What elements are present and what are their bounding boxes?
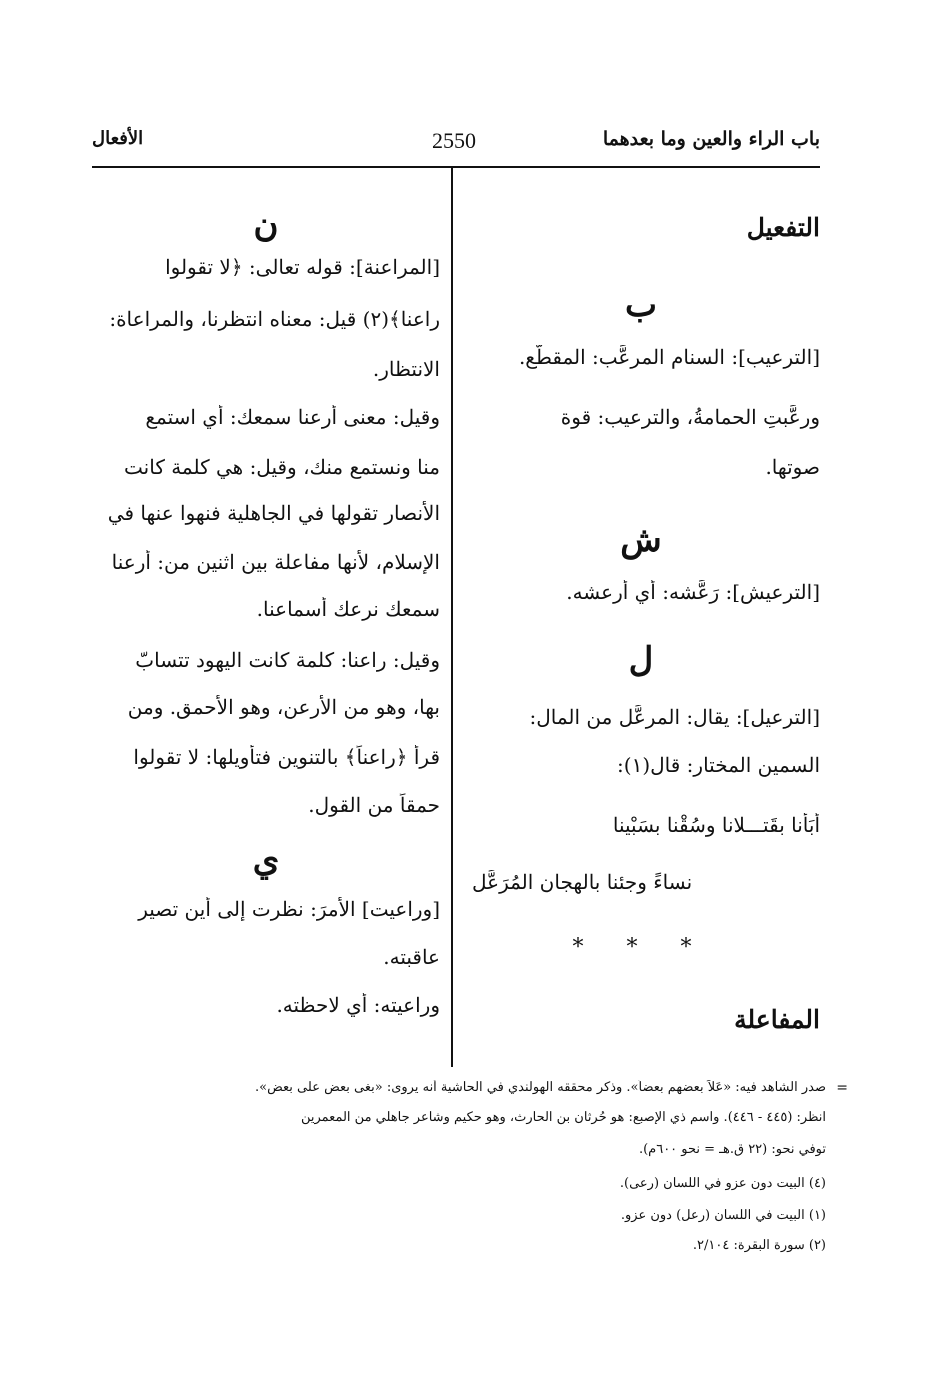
entry-tarib-line1: [الترعيب]: السنام المرعَّب: المقطَّع. (518, 345, 820, 369)
column-divider (451, 167, 453, 1067)
letter-b: ب (624, 285, 657, 325)
entry-line: الإسلام، لأنها مفاعلة بين اثنين من: أرعنا (111, 550, 440, 574)
entry-taril-line1: [الترعيل]: يقال: المرعَّل من المال: (529, 705, 820, 729)
entry-line: [المراعنة]: قوله تعالى: ﴿لا تقولوا (165, 255, 440, 279)
entry-tarib-line2: ورعَّبتِ الحمامةُ، والترعيب: قوة (560, 405, 820, 429)
footnote-line: انظر: (٤٤٥ - ٤٤٦). واسم ذي الإصبع: هو حُرثان بن الحارث، وهو حكيم وشاعر جاهلي من المعمرين (300, 1110, 826, 1125)
entry-line: وقيل: معنى أرعنا سمعك: أي استمع (145, 405, 440, 429)
footnote-line: (٢) سورة البقرة: ٢/١٠٤. (692, 1238, 826, 1253)
page-header (92, 128, 820, 164)
footnote-line: توفي نحو: (٢٢ ق.هـ = نحو ٦٠٠م). (638, 1142, 826, 1157)
letter-n: ن (253, 205, 279, 245)
entry-line: وراعيته: أي لاحظته. (276, 993, 440, 1017)
entry-line: قرأ ﴿راعناً﴾ بالتنوين فتأويلها: لا تقولوا (133, 745, 440, 769)
footnote-line: (١) البيت في اللسان (رعل) دون عزو. (620, 1208, 826, 1223)
chapter-title: باب الراء والعين وما بعدهما (602, 128, 820, 150)
entry-line: حمقاً من القول. (308, 793, 440, 817)
entry-taraish: [الترعيش]: رَعَّشه: أي أرعشه. (566, 580, 820, 604)
footnote-line: صدر الشاهد فيه: «عَلاً بعضهم بعضاً». وذكر محققه الهولندي في الحاشية أنه يروى: «بغى بعض على بعض». (255, 1080, 826, 1095)
title-tafeel: التفعيل (746, 213, 820, 242)
entry-line: الأنصار تقولها في الجاهلية فنهوا عنها في (107, 501, 440, 525)
entry-line: بها، وهو من الأرعن، وهو الأحمق. ومن (127, 695, 440, 719)
letter-l: ل (628, 640, 654, 680)
entry-line: راعنا﴾(٢) قيل: معناه انتظرنا، والمراعاة: (109, 307, 440, 331)
title-mufaala: المفاعلة (734, 1005, 820, 1034)
footnote-line: (٤) البيت دون عزو في اللسان (رعى). (619, 1176, 826, 1191)
entry-line: منا ونستمع منك، وقيل: هي كلمة كانت (124, 455, 440, 479)
entry-line: [وراعيت] الأمرَ: نظرت إلى أين تصير (138, 897, 440, 921)
section-separator: * * * (572, 935, 710, 960)
entry-tarib-line3: صوتها. (765, 455, 820, 479)
entry-line: عاقبته. (383, 945, 440, 969)
entry-taril-line2: السمين المختار: قال(١): (617, 753, 820, 777)
section-title: الأفعال (92, 128, 144, 149)
verse-second-hemistich: نساءً وجئنا بالهجانِ المُرَعَّلِ (472, 870, 693, 894)
letter-sh: ش (620, 520, 662, 560)
letter-y: ي (252, 840, 280, 880)
verse-first-hemistich: أَبَأْنا بقَتـــلانا وسُقْنا بسَبْينا (612, 813, 820, 837)
page-number: 2550 (432, 128, 476, 153)
header-rule (92, 166, 820, 168)
continuation-mark: = (836, 1080, 848, 1096)
entry-line: وقيل: راعنا: كلمة كانت اليهود تتسابّ (135, 648, 440, 672)
entry-line: سمعك نرعك أسماعنا. (256, 597, 440, 621)
entry-line: الانتظار. (372, 357, 440, 381)
